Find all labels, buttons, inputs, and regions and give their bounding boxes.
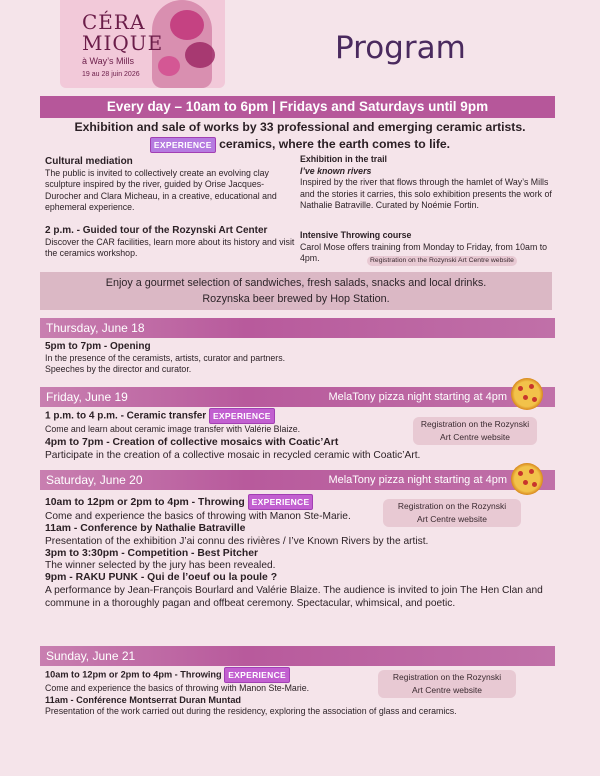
registration-link[interactable]: Registration on the Rozynski Art Centre website	[413, 417, 537, 445]
registration-link[interactable]: Registration on the Rozynski Art Centre website	[383, 499, 521, 527]
logo-subtitle: à Way’s Mills	[82, 56, 135, 66]
everyday-hours-banner: Every day – 10am to 6pm | Fridays and Saturdays until 9pm	[40, 96, 555, 118]
flower-illustration	[185, 42, 215, 68]
day-band-friday: Friday, June 19 MelaTony pizza night starting at 4pm	[40, 387, 555, 407]
intro-line: Exhibition and sale of works by 33 professional and emerging ceramic artists.	[74, 120, 526, 134]
guided-tour: 2 p.m. - Guided tour of the Rozynski Art Center Discover the CAR facilities, learn more about its history and visit the ceramics workshop.	[45, 225, 295, 258]
logo-title: CÉRA MIQUE	[82, 10, 164, 55]
experience-badge: EXPERIENCE	[248, 494, 314, 510]
festival-logo	[60, 0, 225, 88]
flower-illustration	[170, 10, 204, 40]
saturday-events: 10am to 12pm or 2pm to 4pm - Throwing EXPERIENCE Come and experience the basics of throwing with Manon Ste-Marie. 11am - Conference by Nathalie Batraville Presentation of the exhibition J’ai connu des rivières / I’ve Known Rivers by the artist. 3pm to 3:30pm - Competition - Best Pitcher The winner selected by the jury has been revealed. 9pm - RAKU PUNK - Qui de l’oeuf ou la poule ? A performance by Jean-François Bourlard and Valérie Blaize. The audience is invited to join The Hen Clan and commune in a thoroughly pagan and offbeat ceremony. Spectacular, whimsical, and poetic.	[45, 494, 555, 610]
experience-badge: EXPERIENCE	[209, 408, 275, 424]
page-title: Program	[335, 30, 466, 66]
trail-exhibition: Exhibition in the trail I’ve known rivers Inspired by the river that flows through the hamlet of Way’s Mills and the stories it carries, this solo exhibition presents the work of Nathalie Batraville. Curated by Noémie Fortin.	[300, 154, 552, 210]
day-band-thursday: Thursday, June 18	[40, 318, 555, 338]
pizza-icon	[511, 378, 543, 410]
friday-event-transfer: 1 p.m. to 4 p.m. - Ceramic transfer EXPERIENCE Come and learn about ceramic image transfer with Valérie Blaize.	[45, 408, 415, 436]
intensive-throwing: Intensive Throwing course Carol Mose offers training from Monday to Friday, from 10am to 4pm.	[300, 230, 548, 263]
sunday-events: 10am to 12pm or 2pm to 4pm - Throwing EXPERIENCE Come and experience the basics of throwing with Manon Ste-Marie. 11am - Conférence Montserrat Duran Muntad Presentation of the work carried out during the residency, exploring the association of glass and ceramics.	[45, 667, 555, 718]
experience-badge: EXPERIENCE	[150, 137, 216, 153]
registration-link[interactable]: Registration on the Rozynski Art Centre website	[378, 670, 516, 698]
pizza-icon	[511, 463, 543, 495]
day-band-saturday: Saturday, June 20 MelaTony pizza night starting at 4pm	[40, 470, 555, 490]
food-banner: Enjoy a gourmet selection of sandwiches, fresh salads, snacks and local drinks. Rozynska beer brewed by Hop Station.	[40, 272, 552, 310]
intro-line-experience: EXPERIENCE ceramics, where the earth comes to life.	[0, 137, 600, 153]
friday-event-mosaics: 4pm to 7pm - Creation of collective mosaics with Coatic’Art Participate in the creation of a collective mosaic in recycled ceramic with Coatic’Art.	[45, 437, 421, 461]
logo-dates: 19 au 28 juin 2026	[82, 71, 140, 78]
thursday-event: 5pm to 7pm - Opening In the presence of the ceramists, artists, curator and partners. Speeches by the director and curator.	[45, 341, 286, 374]
day-band-sunday: Sunday, June 21	[40, 646, 555, 666]
registration-link[interactable]: Registration on the Rozynski Art Centre website	[367, 256, 517, 266]
flower-illustration	[158, 56, 180, 76]
cultural-mediation: Cultural mediation The public is invited to collectively create an evolving clay sculpture inspired by the river, guided by Orise Jacques-Durocher and Clara Micheau, in a creative, educational and ephemeral experience.	[45, 156, 277, 212]
experience-badge: EXPERIENCE	[224, 667, 290, 683]
